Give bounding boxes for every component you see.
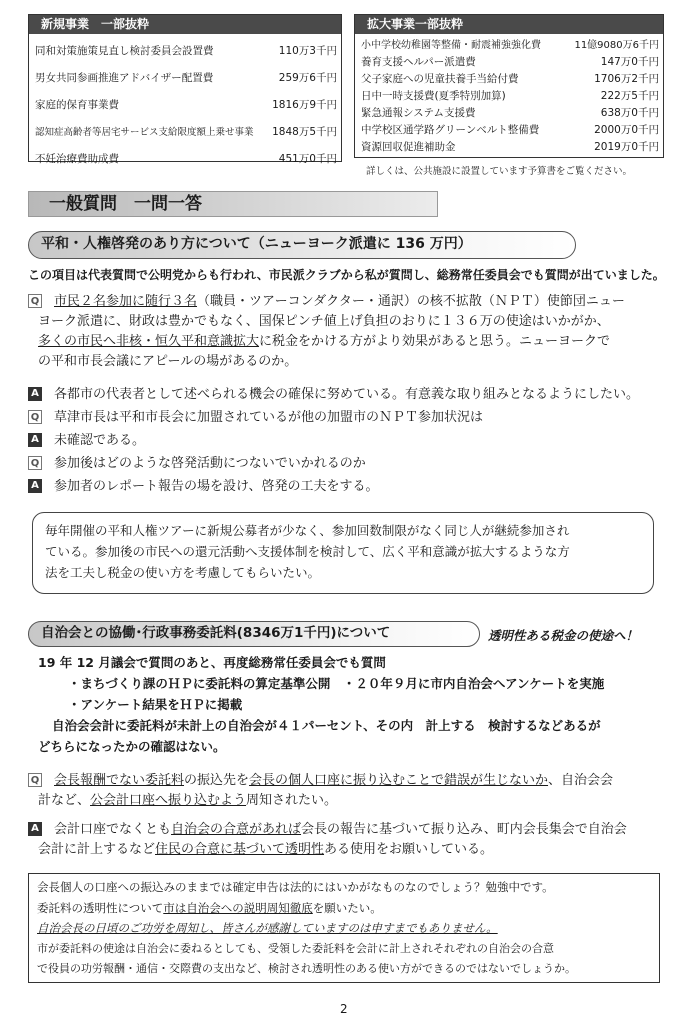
budget-note: 詳しくは、公共施設に設置しています予算書をご覧ください。	[366, 166, 633, 177]
new-projects-table	[28, 14, 342, 165]
answer-label: A	[28, 387, 42, 401]
topic1-title: 平和・人権啓発のあり方について（ニューヨーク派遣に 136 万円）	[28, 231, 576, 259]
section-title: 一般質問 一問一答	[28, 191, 438, 217]
topic2-comment-box: 会長個人の口座への振込みのままでは確定申告は法的にはいかがなものなのでしょう？勉強中です。 委託料の透明性について市は自治会への説明周知徹底を願いたい。 自治会長の日頃のご功労を周知し、皆さんが感謝していますのは申すまでもありません。 市が委託料の使途は自治会に委ねるとしても、受領した委託料を会計に計上されそれぞれの自治会の合意 で役員の功労報酬・通信・交際費の支出など、検討され透明性のある使い方ができるのではないでしょうか。	[28, 873, 660, 983]
table-row: 同和対策施策見直し検討委員会設置費 110万3千円	[35, 45, 337, 57]
topic1-question-2: Q 草津市長は平和市長会に加盟されているが他の加盟市のＮＰＴ参加状況は	[28, 408, 668, 428]
table-row: 中学校区通学路グリーンベルト整備費 2000万0千円	[361, 124, 659, 136]
table-row: 不妊治療費助成費 451万0千円	[35, 153, 337, 165]
topic1-question-1: Q 市民２名参加に随行３名（職員・ツアーコンダクター・通訳）の核不拡散（ＮＰＴ）使節団ニュー ヨーク派遣に、財政は豊かでもなく、国保ピンチ値上げ負担のおりに１３６万の使途はいかがか、 多くの市民へ非核・恒久平和意識拡大に税金をかける方がより効果があると思う。ニューヨークで の平和市長会議にアピールの場があるのか。	[28, 292, 668, 372]
table-row: 日中一時支援費(夏季特別加算) 222万5千円	[361, 90, 659, 102]
question-label: Q	[28, 456, 42, 470]
topic1-question-3: Q 参加後はどのような啓発活動につないでいかれるのか	[28, 454, 668, 474]
topic2-title: 自治会との協働･行政事務委託料(8346万1千円)について	[28, 621, 480, 647]
expanded-projects-header: 拡大事業一部抜粋	[355, 15, 663, 34]
topic1-intro: この項目は代表質問で公明党からも行われ、市民派クラブから私が質問し、総務常任委員会でも質問が出ていました。	[28, 268, 665, 282]
table-row: 資源回収促進補助金 2019万0千円	[361, 141, 659, 153]
topic2-tagline: 透明性ある税金の使途へ！	[488, 628, 639, 643]
page-number: 2	[340, 1002, 348, 1016]
topic1-comment-box: 毎年開催の平和人権ツアーに新規公募者が少なく、参加回数制限がなく同じ人が継続参加され ている。参加後の市民への還元活動へ支援体制を検討して、広く平和意識が拡大するような方 法を工夫し税金の使い方を考慮してもらいたい。	[32, 512, 654, 594]
table-row: 家庭的保育事業費 1816万9千円	[35, 99, 337, 111]
topic1-answer-1: A 各都市の代表者として述べられる機会の確保に努めている。有意義な取り組みとなるようにしたい。	[28, 385, 668, 405]
table-row: 男女共同参画推進アドバイザー配置費 259万6千円	[35, 72, 337, 84]
table-row: 緊急通報システム支援費 638万0千円	[361, 107, 659, 119]
question-label: Q	[28, 410, 42, 424]
answer-label: A	[28, 433, 42, 447]
answer-label: A	[28, 479, 42, 493]
question-label: Q	[28, 294, 42, 308]
table-row: 小中学校幼稚園等整備・耐震補強強化費 11億9080万6千円	[361, 40, 659, 51]
topic2-answer: A 会計口座でなくとも自治会の合意があれば会長の報告に基づいて振り込み、町内会長集会で自治会 会計に計上するなど住民の合意に基づいて透明性ある使用をお願いしている。	[28, 820, 668, 860]
topic1-answer-3: A 参加者のレポート報告の場を設け、啓発の工夫をする。	[28, 477, 668, 497]
table-row: 父子家庭への児童扶養手当給付費 1706万2千円	[361, 73, 659, 85]
answer-label: A	[28, 822, 42, 836]
new-projects-header: 新規事業 一部抜粋	[29, 15, 341, 34]
table-row: 認知症高齢者等居宅サービス支給限度額上乗せ事業 1848万5千円	[35, 126, 337, 138]
table-row: 養育支援ヘルパー派遣費 147万0千円	[361, 56, 659, 68]
topic2-summary: 19 年 12 月議会で質問のあと、再度総務常任委員会でも質問 ・まちづくり課のＨＰに委託料の算定基準公開 ・２０年９月に市内自治会へアンケートを実施 ・アンケート結果をＨＰに掲載 自治会会計に委託料が未計上の自治会が４１パーセント、その内 計上する 検討するなどあるが どちらになったかの確認はない。	[38, 655, 605, 754]
topic1-answer-2: A 未確認である。	[28, 431, 668, 451]
topic2-question: Q 会長報酬でない委託料の振込先を会長の個人口座に振り込むことで錯誤が生じないか、自治会会 計など、公会計口座へ振り込むよう周知されたい。	[28, 771, 668, 811]
question-label: Q	[28, 773, 42, 787]
expanded-projects-table	[354, 14, 664, 158]
